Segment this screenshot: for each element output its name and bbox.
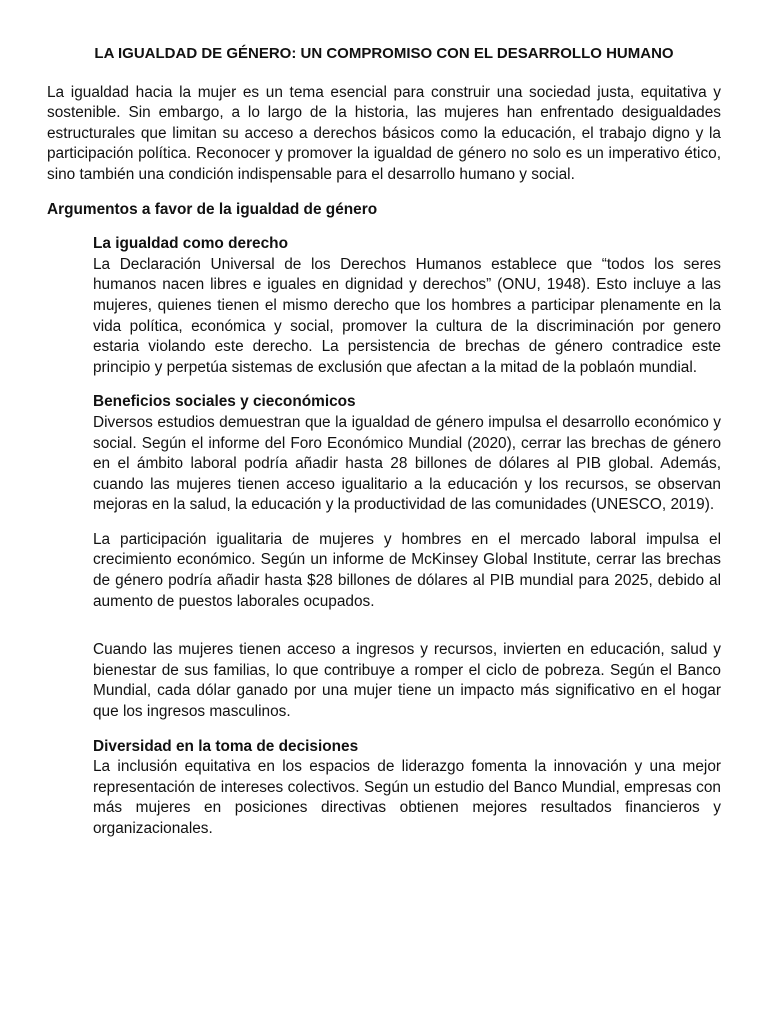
arguments-list: [93, 234, 721, 839]
arguments-heading: Argumentos a favor de la igualdad de género: [47, 200, 378, 218]
section-paragraph: Cuando las mujeres tienen acceso a ingresos y recursos, invierten en educación, salud y bienestar de sus familias, lo que contribuye a romper el ciclo de pobreza. Según el Banco Mundial, cada dólar ganado por una mujer tiene un impacto más significativo en el hogar que los ingresos masculinos.: [93, 641, 721, 721]
section-heading: Beneficios sociales y cieconómicos: [93, 393, 356, 411]
section-paragraph: Diversos estudios demuestran que la igualdad de género impulsa el desarrollo económico y social. Según el informe del Foro Económico Mundial (2020), cerrar las brechas de género en el ámbito laboral podría añadir hasta 28 billones de dólares al PIB global. Además, cuando las mujeres tienen acceso igualitario a la educación y los recursos, se observan mejoras en la salud, la educación y la productividad de las comunidades (UNESCO, 2019).: [93, 413, 721, 514]
document-title: LA IGUALDAD DE GÉNERO: UN COMPROMISO CON EL DESARROLLO HUMANO: [94, 45, 674, 62]
section-rights: [93, 234, 721, 378]
section-paragraph: La inclusión equitativa en los espacios de liderazgo fomenta la innovación y una mejor representación de intereses colectivos. Según un estudio del Banco Mundial, empresas con más mujeres en posiciones directivas obtienen mejores resultados financieros y organizacionales.: [93, 758, 721, 837]
section-socioeconomic: [93, 392, 721, 722]
document-page: [47, 44, 721, 854]
intro-paragraph: La igualdad hacia la mujer es un tema esencial para construir una sociedad justa, equitativa y sostenible. Sin embargo, a lo largo de la historia, las mujeres han enfrentado desigualdades estructurales que limitan su acceso a derechos básicos como la educación, el trabajo digno y la participación política. Reconocer y promover la igualdad de género no solo es un imperativo ético, sino también una condición indispensable para el desarrollo humano y social.: [47, 83, 721, 183]
section-paragraph: La Declaración Universal de los Derechos Humanos establece que “todos los seres humanos nacen libres e iguales en dignidad y derechos” (ONU, 1948). Esto incluye a las mujeres, quienes tienen el mismo derecho que los hombres a participar plenamente en la vida política, económica y social, promover la cultura de la discriminación por genero estaria violando este derecho. La persistencia de brechas de género contradice este principio y perpetúa sistemas de exclusión que afectan a la mitad de la poblaón mundial.: [93, 255, 721, 376]
section-heading: Diversidad en la toma de decisiones: [93, 737, 359, 755]
section-diversity: [93, 737, 721, 840]
section-heading: La igualdad como derecho: [93, 235, 288, 253]
section-paragraph: La participación igualitaria de mujeres y hombres en el mercado laboral impulsa el crecimiento económico. Según un informe de McKinsey Global Institute, cerrar las brechas de género podría añadir hasta $28 billones de dólares al PIB mundial para 2025, debido al aumento de puestos laborales ocupados.: [93, 530, 721, 610]
paragraph-spacer: [93, 612, 721, 640]
